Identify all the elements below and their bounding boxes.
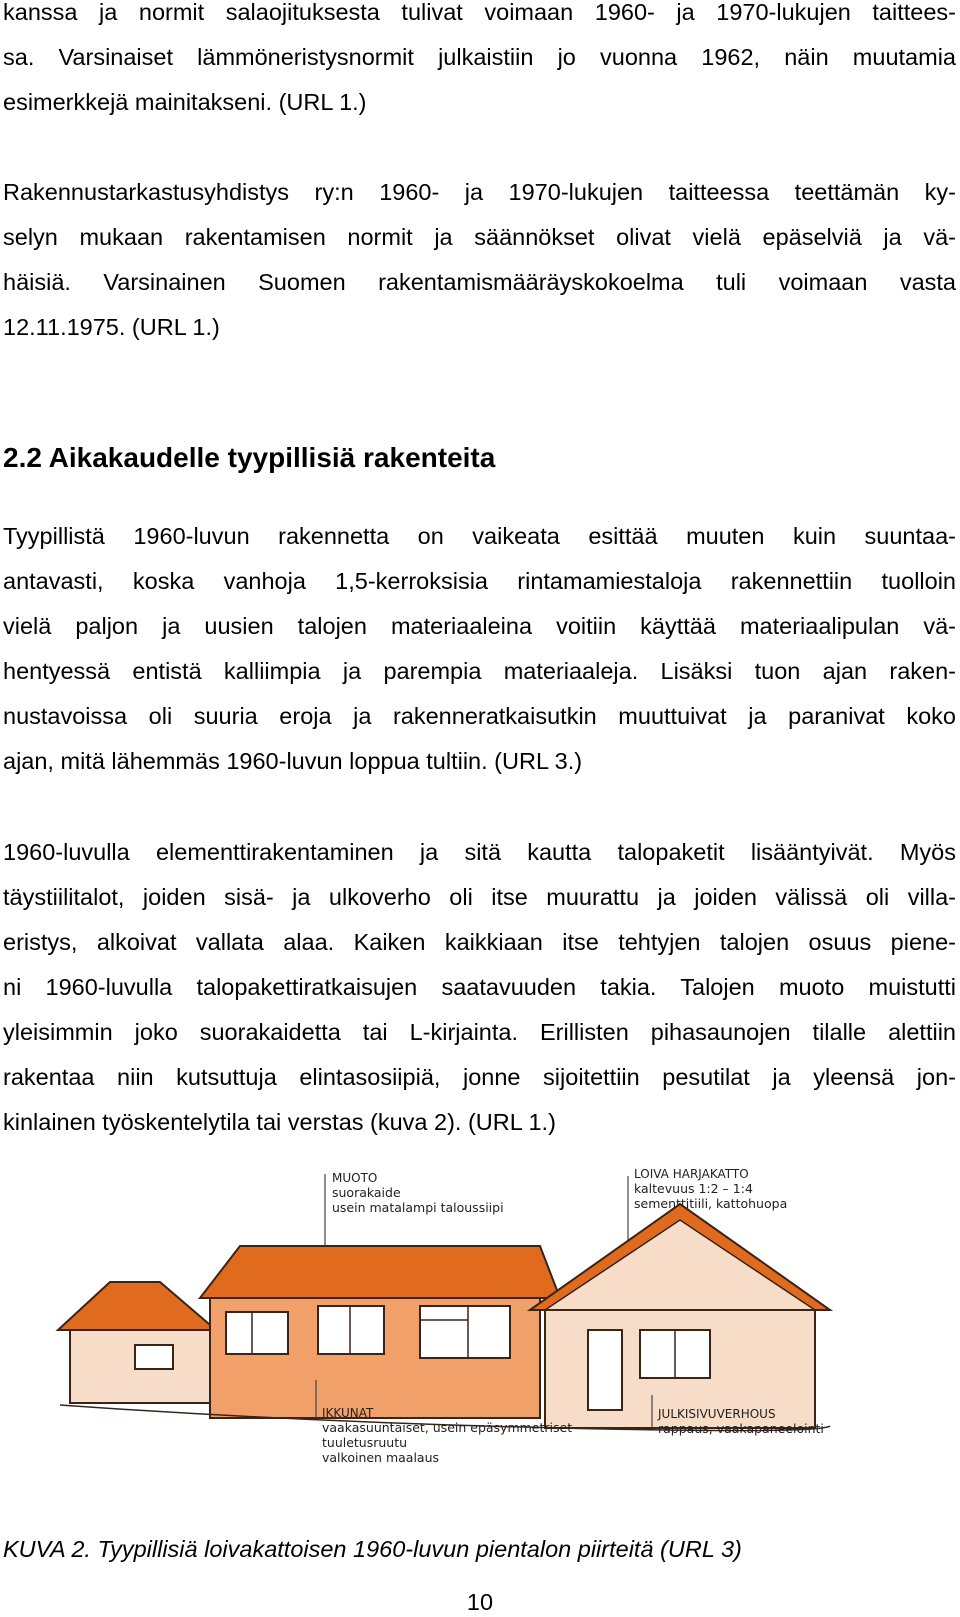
- paragraph-4-line-7: kinlainen työskentelytila tai verstas (kuva 2). (URL 1.): [3, 1109, 556, 1135]
- figure-caption: KUVA 2. Tyypillisiä loivakattoisen 1960-luvun pientalon piirteitä (URL 3): [3, 1536, 742, 1562]
- main-window-1: [226, 1312, 288, 1354]
- paragraph-1-line-3: esimerkkejä mainitakseni. (URL 1.): [3, 89, 367, 115]
- label-ikkunat-line-1: vaakasuuntaiset, usein epäsymmetriset: [322, 1420, 573, 1435]
- label-muoto-line-1: suorakaide: [332, 1185, 401, 1200]
- label-julkisivu-title: JULKISIVUVERHOUS: [658, 1407, 776, 1421]
- paragraph-4-line-6: rakentaa niin kutsuttuja elintasosiipiä, jonne sijoitettiin pesutilat ja yleensä jon-: [3, 1064, 956, 1090]
- gable-window-1: [588, 1330, 622, 1410]
- paragraph-4-line-1: 1960-luvulla elementtirakentaminen ja sitä kautta talopaketit lisääntyivät. Myös: [3, 839, 956, 865]
- paragraph-4-line-3: eristys, alkoivat vallata alaa. Kaiken kaikkiaan itse tehtyjen talojen osuus piene-: [3, 929, 956, 955]
- paragraph-1-line-1: kanssa ja normit salaojituksesta tulivat voimaan 1960- ja 1970-lukujen taittees-: [3, 0, 956, 25]
- label-muoto-title: MUOTO: [332, 1171, 378, 1185]
- paragraph-3-line-2: antavasti, koska vanhoja 1,5-kerroksisia rintamamiestaloja rakennettiin tuolloin: [3, 568, 956, 594]
- main-roof: [200, 1246, 560, 1298]
- page-number: 10: [466, 1589, 494, 1615]
- label-ikkunat-line-2: tuuletusruutu: [322, 1435, 408, 1450]
- label-julkisivu-line-1: rappaus, vaakapaneelointi: [658, 1421, 824, 1436]
- label-ikkunat-line-3: valkoinen maalaus: [322, 1450, 440, 1465]
- paragraph-3-line-1: Tyypillistä 1960-luvun rakennetta on vaikeata esittää muuten kuin suuntaa-: [3, 523, 956, 549]
- label-ikkunat-title: IKKUNAT: [322, 1406, 374, 1420]
- left-wing-roof: [58, 1282, 216, 1330]
- paragraph-3-line-6: ajan, mitä lähemmäs 1960-luvun loppua tultiin. (URL 3.): [3, 748, 583, 774]
- paragraph-3-line-3: vielä paljon ja uusien talojen materiaaleina voitiin käyttää materiaalipulan vä-: [3, 613, 956, 639]
- label-katto-line-2: sementtitiili, kattohuopa: [634, 1196, 788, 1211]
- paragraph-1-line-2: sa. Varsinaiset lämmöneristysnormit julkaistiin jo vuonna 1962, näin muutamia: [3, 44, 956, 70]
- paragraph-4-line-5: yleisimmin joko suorakaidetta tai L-kirjainta. Erillisten pihasaunojen tilalle alettiin: [3, 1019, 956, 1045]
- label-katto-title: LOIVA HARJAKATTO: [634, 1167, 749, 1181]
- paragraph-2-line-1: Rakennustarkastusyhdistys ry:n 1960- ja 1970-lukujen taitteessa teettämän ky-: [3, 179, 956, 205]
- paragraph-2-line-2: selyn mukaan rakentamisen normit ja säännökset olivat vielä epäselviä ja vä-: [3, 224, 956, 250]
- label-muoto-line-2: usein matalampi taloussiipi: [332, 1200, 504, 1215]
- paragraph-3-line-5: nustavoissa oli suuria eroja ja rakenneratkaisutkin muuttuivat ja paranivat koko: [3, 703, 956, 729]
- section-heading: 2.2 Aikakaudelle tyypillisiä rakenteita: [3, 442, 496, 473]
- paragraph-4-line-2: täystiilitalot, joiden sisä- ja ulkoverho oli itse muurattu ja joiden välissä oli villa-: [3, 884, 956, 910]
- house-illustration: [0, 1167, 960, 1530]
- paragraph-3-line-4: hentyessä entistä kalliimpia ja parempia materiaaleja. Lisäksi tuon ajan raken-: [3, 658, 956, 684]
- gable-triangle: [545, 1220, 815, 1310]
- paragraph-2-line-3: häisiä. Varsinainen Suomen rakentamismääräyskokoelma tuli voimaan vasta: [3, 269, 956, 295]
- paragraph-2-line-4: 12.11.1975. (URL 1.): [3, 314, 220, 340]
- paragraph-4-line-4: ni 1960-luvulla talopakettiratkaisujen saatavuuden takia. Talojen muoto muistutti: [3, 974, 956, 1000]
- main-window-2: [318, 1306, 384, 1354]
- left-wing-window: [135, 1345, 173, 1369]
- main-window-3: [420, 1306, 510, 1358]
- label-katto-line-1: kaltevuus 1:2 – 1:4: [634, 1181, 753, 1196]
